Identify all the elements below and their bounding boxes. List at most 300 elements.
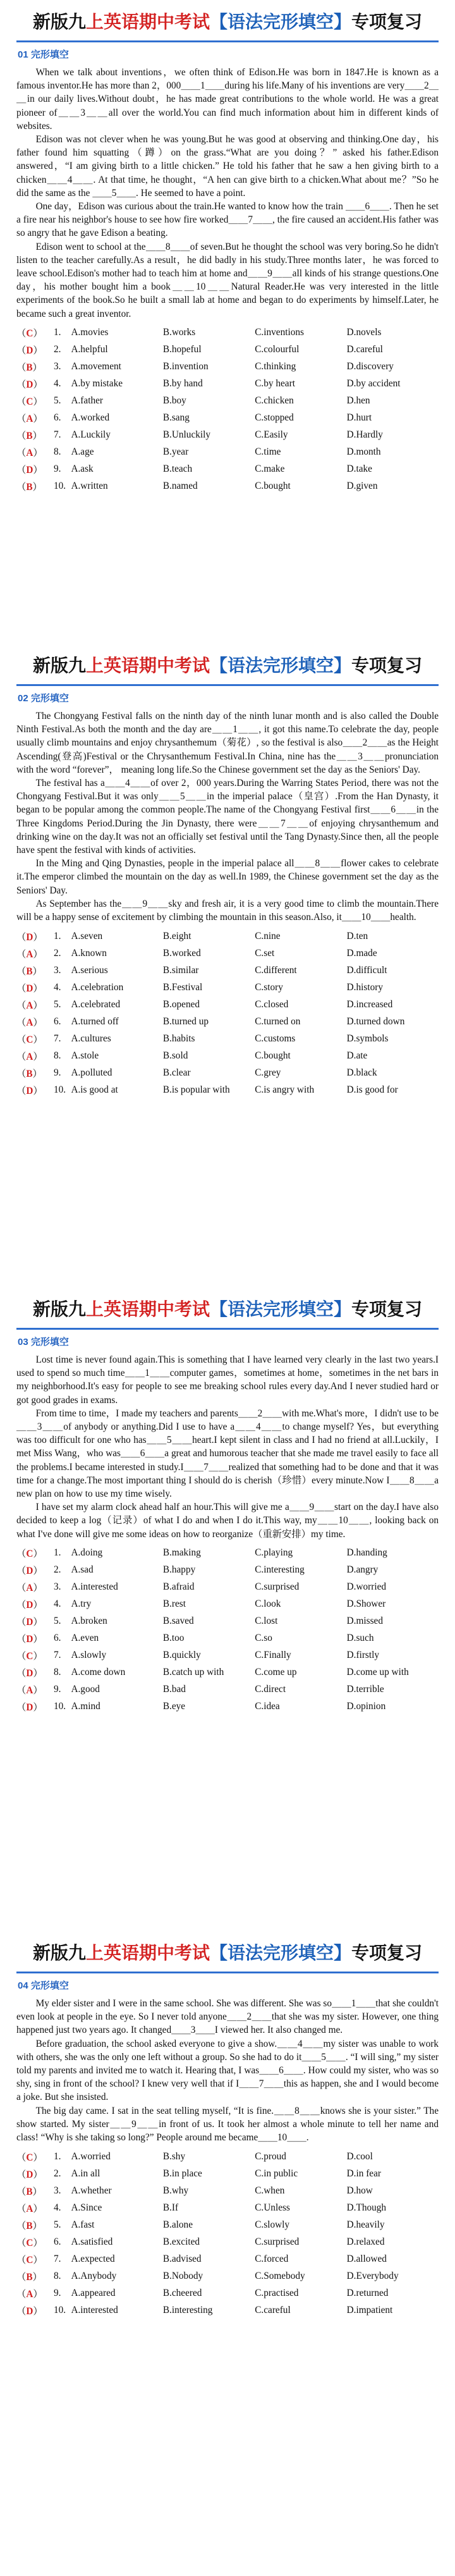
answer-key: （A） [16, 2288, 43, 2300]
passage-paragraph: From time to time，I made my teachers and parents＿＿2＿＿with me.What's more，I didn't use to be＿＿3＿＿of anybody or anything.Did I use to have a＿＿4＿＿to change myself? Yes，but everything was too difficult for one who has＿＿5＿＿heart.I kept silent in class and I had no friend at all.Luckily，I met Miss Wang，who was＿＿6＿＿a great and humorous teacher that she made me travel easily to face all the problems.I became interested in study.I＿＿7＿＿realized that something had to be done and that it was time for a change.The most important thing I should do is cherish（珍惜）every minute.Now I＿＿8＿＿a new plan on how to use my time wisely. [16, 1408, 439, 1500]
answer-letter: A [26, 1685, 33, 1696]
option-b: B.rest [162, 1598, 186, 1610]
question-row [16, 1064, 439, 1081]
question-number: 9. [53, 463, 61, 475]
section-heading: 01 完形填空 [18, 49, 69, 60]
question-row [16, 1562, 439, 1579]
answer-letter: D [26, 1617, 33, 1628]
title-part-blue: 【语法完形填空】 [210, 13, 352, 32]
option-d: D.terrible [346, 1684, 384, 1695]
option-c: C.playing [255, 1547, 293, 1559]
option-a: A.expected [71, 2253, 115, 2264]
answer-letter: A [26, 1017, 33, 1028]
question-row [16, 461, 439, 478]
title-part-red: 上英语期中考试 [85, 1300, 210, 1320]
option-a: A.broken [71, 1616, 107, 1627]
option-b: B.bad [162, 1684, 186, 1695]
question-number: 7. [53, 1033, 61, 1044]
answer-options [16, 928, 439, 1098]
answer-key: （A） [16, 448, 43, 459]
title-part-black-end: 专项复习 [351, 1944, 423, 1963]
option-b: B.making [162, 1547, 201, 1559]
option-c: C.look [255, 1598, 281, 1610]
option-d: D.Everybody [346, 2270, 399, 2281]
option-a: A.Anybody [71, 2270, 117, 2281]
option-d: D.ate [346, 1050, 368, 1061]
question-number: 4. [53, 981, 61, 993]
answer-letter: B [26, 966, 33, 977]
option-c: C.nine [255, 930, 281, 941]
option-d: D.impatient [346, 2304, 393, 2315]
option-b: B.advised [162, 2253, 202, 2264]
option-c: C.practised [255, 2287, 299, 2298]
answer-letter: A [26, 448, 33, 459]
question-row [16, 2267, 439, 2285]
option-d: D.history [346, 981, 383, 993]
answer-letter: D [26, 983, 33, 994]
answer-letter: D [26, 1702, 33, 1714]
answer-key: （A） [16, 414, 43, 425]
option-d: D.cool [346, 2150, 373, 2162]
option-b: B.named [162, 481, 198, 492]
option-d: D.missed [346, 1616, 383, 1627]
option-d: D.hurt [346, 412, 372, 424]
panel-title [16, 1297, 439, 1323]
option-d: D.by accident [346, 378, 401, 389]
option-c: C.Easily [255, 429, 288, 441]
answer-key: （D） [16, 1702, 43, 1714]
passage-paragraph: Before graduation, the school asked everyone to give a show.＿＿4＿＿my sister was unable to work with others, she was the only one left without a group. So she had to do it＿＿5＿＿. “I will sing,” my sister told my parents and invited me to watch it. Hearing that, I was＿＿6＿＿. How could my sister, who was so shy, sing in front of the school? I knew very well that if I＿＿7＿＿this as happen, she and I would become a joke. But she insisted. [16, 2038, 439, 2103]
answer-key: （B） [16, 2220, 42, 2231]
option-b: B.Festival [162, 981, 203, 993]
option-b: B.hopeful [162, 344, 202, 355]
answer-key: （B） [16, 362, 42, 374]
answer-key: （D） [16, 345, 43, 357]
option-c: C.in public [255, 2168, 298, 2179]
option-a: A.in all [71, 2168, 100, 2179]
option-b: B.eye [162, 1701, 186, 1712]
option-b: B.turned up [162, 1015, 209, 1027]
option-c: C.different [255, 964, 297, 976]
question-number: 1. [53, 2150, 61, 2162]
title-divider [16, 1328, 439, 1330]
question-number: 10. [53, 1084, 66, 1095]
worksheet-panel [0, 1931, 455, 2575]
question-number: 4. [53, 378, 61, 389]
option-c: C.chicken [255, 395, 294, 407]
question-row [16, 324, 439, 341]
option-a: A.celebrated [71, 998, 121, 1010]
option-c: C.closed [255, 998, 289, 1010]
section-heading: 04 完形填空 [18, 1980, 69, 1991]
question-row [16, 1030, 439, 1047]
answer-letter: D [26, 1566, 33, 1577]
answer-letter: B [26, 431, 33, 442]
answer-key: （A） [16, 1017, 43, 1028]
answer-letter: B [26, 482, 33, 493]
question-number: 3. [53, 1581, 61, 1593]
option-b: B.Nobody [162, 2270, 203, 2281]
answer-options [16, 2148, 439, 2319]
answer-key: （C） [16, 2254, 43, 2266]
option-c: C.direct [255, 1684, 286, 1695]
answer-letter: D [26, 1634, 33, 1645]
option-a: A.worked [71, 412, 110, 424]
option-a: A.ask [71, 463, 94, 475]
question-number: 3. [53, 964, 61, 976]
option-d: D.ten [346, 930, 368, 941]
option-a: A.father [71, 395, 103, 407]
title-part-red: 上英语期中考试 [85, 1944, 210, 1963]
option-c: C.by heart [255, 378, 295, 389]
option-d: D.discovery [346, 361, 394, 372]
passage-paragraph: The Chongyang Festival falls on the ninth day of the ninth lunar month and is also called the Double Ninth Festival.As both the month and the day are＿＿1＿＿, it got this name.To celebrate the day, people usually climb mountains and enjoy chrysanthemum（菊花）, so the festival is also＿＿2＿＿as the Height Ascending(登高)Festival or the Chrysanthemum Festival.In China, nine has the＿＿3＿＿pronunciation with the word “forever”， meaning long life.So the Chinese government set the day as the Seniors' Day. [16, 711, 439, 775]
answer-letter: D [26, 2305, 33, 2317]
option-a: A.seven [71, 930, 103, 941]
answer-key: （D） [16, 1634, 43, 1645]
option-a: A.appeared [71, 2287, 116, 2298]
option-b: B.excited [162, 2236, 200, 2247]
worksheet-panel [0, 1287, 455, 1931]
option-b: B.in place [162, 2168, 202, 2179]
answer-key: （D） [16, 2305, 43, 2317]
section-heading: 02 完形填空 [18, 693, 69, 704]
worksheet-panel [0, 644, 455, 1287]
question-number: 10. [53, 2304, 66, 2315]
option-a: A.by mistake [71, 378, 123, 389]
question-number: 6. [53, 1015, 61, 1027]
option-a: A.worried [71, 2150, 111, 2162]
answer-key: （A） [16, 1583, 43, 1594]
question-row [16, 1081, 439, 1098]
option-c: C.so [255, 1633, 272, 1644]
option-d: D.opinion [346, 1701, 386, 1712]
option-d: D.symbols [346, 1033, 389, 1044]
option-d: D.come up with [346, 1667, 409, 1678]
panel-title [16, 654, 439, 679]
question-row [16, 1664, 439, 1681]
answer-letter: D [26, 345, 33, 357]
option-a: A.mind [71, 1701, 100, 1712]
option-a: A.cultures [71, 1033, 111, 1044]
answer-key: （C） [16, 1549, 43, 1560]
option-c: C.customs [255, 1033, 296, 1044]
option-a: A.sad [71, 1564, 94, 1576]
option-a: A.try [71, 1598, 92, 1610]
option-c: C.slowly [255, 2219, 290, 2230]
question-number: 5. [53, 998, 61, 1010]
panel-title [16, 1941, 439, 1966]
passage-paragraph: In the Ming and Qing Dynasties, people in the imperial palace all＿＿8＿＿flower cakes to celebrate it.The emperor climbed the mountain on the day as well.In 1989, the Chinese government set the day as the Seniors' Day. [16, 858, 439, 896]
option-c: C.lost [255, 1616, 278, 1627]
answer-key: （D） [16, 1668, 43, 1679]
option-a: A.slowly [71, 1650, 107, 1661]
question-row [16, 478, 439, 495]
option-c: C.interesting [255, 1564, 305, 1576]
answer-key: （D） [16, 983, 43, 994]
answer-key: （B） [16, 431, 42, 442]
option-d: D.Shower [346, 1598, 386, 1610]
option-b: B.happy [162, 1564, 196, 1576]
option-d: D.difficult [346, 964, 387, 976]
option-b: B.worked [162, 947, 201, 959]
question-number: 8. [53, 1050, 61, 1061]
title-part-black: 新版九 [32, 13, 86, 32]
passage [16, 709, 439, 924]
option-c: C.forced [255, 2253, 289, 2264]
option-b: B.clear [162, 1067, 191, 1078]
answer-letter: A [26, 1000, 33, 1011]
answer-key: （C） [16, 1034, 43, 1045]
option-c: C.Unless [255, 2202, 290, 2213]
option-d: D.Though [346, 2202, 387, 2213]
answer-letter: A [26, 2203, 33, 2214]
option-b: B.year [162, 446, 189, 458]
question-number: 1. [53, 930, 61, 941]
option-a: A.whether [71, 2185, 112, 2196]
passage [16, 66, 439, 321]
answer-options [16, 324, 439, 495]
passage-paragraph: Edison went to school at the＿＿8＿＿of seven.But he thought the school was very boring.So he didn't listen to the teacher carefully.As a result，he did badly in his study.Three months later，he was forced to leave school.Edison's mother had to teach him at home and＿＿9＿＿all kinds of his strange questions.One day，his mother bought him a book＿＿10＿＿Natural Reader.He was very interested in the little experiments of the book.So he built a small lab at home and began to do experiments by himself.Later, he became such a great inventor. [16, 241, 439, 319]
answer-letter: C [26, 1651, 33, 1662]
option-d: D.hen [346, 395, 370, 407]
option-d: D.take [346, 463, 372, 475]
answer-key: （B） [16, 1068, 42, 1079]
question-number: 8. [53, 2270, 61, 2281]
option-c: C.bought [255, 1050, 291, 1061]
option-a: A.written [71, 481, 108, 492]
option-c: C.Finally [255, 1650, 291, 1661]
option-a: A.interested [71, 2304, 118, 2315]
question-number: 3. [53, 361, 61, 372]
answer-key: （D） [16, 1600, 43, 1611]
question-number: 6. [53, 1633, 61, 1644]
question-row [16, 444, 439, 461]
question-row [16, 979, 439, 996]
question-row [16, 2182, 439, 2199]
option-b: B.catch up with [162, 1667, 224, 1678]
answer-letter: A [26, 2288, 33, 2300]
option-b: B.saved [162, 1616, 194, 1627]
title-part-black-end: 专项复习 [351, 1300, 423, 1320]
title-part-blue: 【语法完形填空】 [210, 656, 352, 676]
title-part-black: 新版九 [32, 1300, 86, 1320]
title-divider [16, 40, 439, 42]
answer-key: （C） [16, 1651, 43, 1662]
option-d: D.made [346, 947, 377, 959]
option-d: D.novels [346, 327, 382, 338]
option-c: C.Somebody [255, 2270, 305, 2281]
question-row [16, 1013, 439, 1030]
option-c: C.thinking [255, 361, 296, 372]
question-row [16, 410, 439, 427]
title-part-blue: 【语法完形填空】 [210, 1300, 352, 1320]
option-a: A.come down [71, 1667, 126, 1678]
question-row [16, 2302, 439, 2319]
option-d: D.given [346, 481, 378, 492]
option-a: A.is good at [71, 1084, 118, 1095]
option-b: B.teach [162, 463, 193, 475]
question-number: 2. [53, 1564, 61, 1576]
option-d: D.such [346, 1633, 374, 1644]
option-b: B.is popular with [162, 1084, 230, 1095]
question-row [16, 2165, 439, 2182]
passage-paragraph: Edison was not clever when he was young.But he was good at observing and thinking.One day，his father found him squatting（蹲）on the grass.“What are you doing？” asked his father.Edison answered，“I am giving birth to a little chicken.” He told his father that he saw a hen giving birth to a chicken＿＿4＿＿. At that time, he thought，“A hen can give birth to a chicken.What about me？”So he did the same as the ＿＿5＿＿. He seemed to have a point. [16, 134, 439, 199]
title-part-blue: 【语法完形填空】 [210, 1944, 352, 1963]
answer-key: （B） [16, 2186, 42, 2197]
question-row [16, 1630, 439, 1647]
answer-key: （A） [16, 2203, 43, 2214]
option-b: B.works [162, 327, 196, 338]
answer-letter: B [26, 2186, 33, 2197]
question-number: 2. [53, 2168, 61, 2179]
option-c: C.proud [255, 2150, 286, 2162]
question-row [16, 341, 439, 359]
option-a: A.movement [71, 361, 121, 372]
option-c: C.idea [255, 1701, 280, 1712]
option-c: C.story [255, 981, 283, 993]
option-b: B.sang [162, 412, 190, 424]
passage-paragraph: Lost time is never found again.This is something that I have learned very clearly in the last two years.I used to spend so much time＿＿1＿＿computer games，sometimes at home，sometimes in the net bars in my neighborhood.It's easy for people to see me breaking school rules every day.And I never studied hard or got good grades in exams. [16, 1354, 439, 1406]
question-row [16, 1579, 439, 1596]
question-number: 9. [53, 1684, 61, 1695]
answer-letter: C [26, 1549, 33, 1560]
option-d: D.angry [346, 1564, 379, 1576]
option-c: C.turned on [255, 1015, 301, 1027]
option-b: B.shy [162, 2150, 186, 2162]
title-part-red: 上英语期中考试 [85, 656, 210, 676]
answer-letter: C [26, 2237, 33, 2248]
question-number: 9. [53, 2287, 61, 2298]
answer-key: （C） [16, 2237, 43, 2248]
answer-letter: C [26, 1034, 33, 1045]
option-d: D.worried [346, 1581, 387, 1593]
passage-paragraph: The big day came. I sat in the seat telling myself, “It is fine.＿＿8＿＿knows she is your sister.” The show started. My sister＿＿9＿＿in front of us. It took her almost a whole minute to tell her name and class! “Why is she taking so long?” People around me became＿＿10＿＿. [16, 2105, 439, 2144]
question-row [16, 376, 439, 393]
answer-key: （B） [16, 482, 42, 493]
title-part-black: 新版九 [32, 1944, 86, 1963]
title-part-black-end: 专项复习 [351, 656, 423, 676]
passage [16, 1997, 439, 2144]
panel-title [16, 10, 439, 35]
option-b: B.interesting [162, 2304, 213, 2315]
answer-key: （A） [16, 1000, 43, 1011]
answer-key: （D） [16, 931, 43, 943]
option-d: D.careful [346, 344, 383, 355]
option-d: D.heavily [346, 2219, 385, 2230]
option-a: A.turned off [71, 1015, 119, 1027]
option-b: B.opened [162, 998, 200, 1010]
answer-letter: A [26, 948, 33, 960]
option-a: A.known [71, 947, 107, 959]
option-b: B.why [162, 2185, 189, 2196]
question-row [16, 2250, 439, 2267]
question-row [16, 427, 439, 444]
passage-paragraph: I have set my alarm clock ahead half an hour.This will give me a＿＿9＿＿start on the day.I have also decided to keep a log（记录）of what I do and when I do it.This way, my＿＿10＿＿, looking back on what I've done will give me some ideas on how to reorganize（重新安排）my time. [16, 1502, 439, 1540]
option-c: C.bought [255, 481, 291, 492]
answer-key: （A） [16, 1051, 43, 1062]
option-a: A.serious [71, 964, 108, 976]
answer-letter: A [26, 1051, 33, 1062]
answer-key: （C） [16, 2152, 43, 2163]
option-c: C.stopped [255, 412, 294, 424]
question-number: 5. [53, 2219, 61, 2230]
option-c: C.surprised [255, 2236, 300, 2247]
option-a: A.stole [71, 1050, 99, 1061]
question-number: 8. [53, 1667, 61, 1678]
question-number: 7. [53, 429, 61, 441]
title-divider [16, 1972, 439, 1973]
option-a: A.Since [71, 2202, 102, 2213]
option-b: B.by hand [162, 378, 203, 389]
option-b: B.cheered [162, 2287, 202, 2298]
answer-letter: A [26, 414, 33, 425]
section-heading: 03 完形填空 [18, 1337, 69, 1347]
question-row [16, 1681, 439, 1698]
answer-letter: D [26, 379, 33, 391]
answer-letter: D [26, 465, 33, 476]
question-row [16, 1698, 439, 1715]
title-part-black-end: 专项复习 [351, 13, 423, 32]
option-b: B.invention [162, 361, 209, 372]
option-a: A.Luckily [71, 429, 111, 441]
option-b: B.boy [162, 395, 186, 407]
option-d: D.Hardly [346, 429, 383, 441]
option-c: C.set [255, 947, 275, 959]
answer-key: （B） [16, 2271, 42, 2283]
question-row [16, 2148, 439, 2165]
question-row [16, 962, 439, 979]
answer-key: （D） [16, 1085, 43, 1096]
answer-key: （D） [16, 1617, 43, 1628]
question-number: 8. [53, 446, 61, 458]
answer-key: （C） [16, 396, 43, 408]
option-d: D.month [346, 446, 381, 458]
answer-key: （D） [16, 2169, 43, 2180]
option-c: C.time [255, 446, 281, 458]
answer-options [16, 1545, 439, 1715]
question-row [16, 996, 439, 1013]
question-row [16, 1047, 439, 1064]
question-number: 1. [53, 327, 61, 338]
answer-letter: B [26, 2220, 33, 2231]
option-c: C.surprised [255, 1581, 300, 1593]
answer-letter: C [26, 328, 33, 340]
option-a: A.celebration [71, 981, 124, 993]
option-c: C.inventions [255, 327, 304, 338]
question-number: 2. [53, 947, 61, 959]
option-b: B.too [162, 1633, 185, 1644]
question-row [16, 1596, 439, 1613]
option-d: D.returned [346, 2287, 389, 2298]
title-part-black: 新版九 [32, 656, 86, 676]
option-d: D.firstly [346, 1650, 380, 1661]
answer-letter: D [26, 1085, 33, 1096]
question-row [16, 2216, 439, 2233]
worksheet-panel [0, 0, 455, 644]
question-row [16, 1647, 439, 1664]
question-number: 7. [53, 2253, 61, 2264]
question-number: 2. [53, 344, 61, 355]
option-c: C.is angry with [255, 1084, 315, 1095]
answer-key: （B） [16, 966, 42, 977]
question-number: 4. [53, 2202, 61, 2213]
option-b: B.eight [162, 930, 191, 941]
answer-letter: D [26, 1668, 33, 1679]
answer-key: （D） [16, 465, 43, 476]
question-number: 6. [53, 412, 61, 424]
title-divider [16, 684, 439, 686]
